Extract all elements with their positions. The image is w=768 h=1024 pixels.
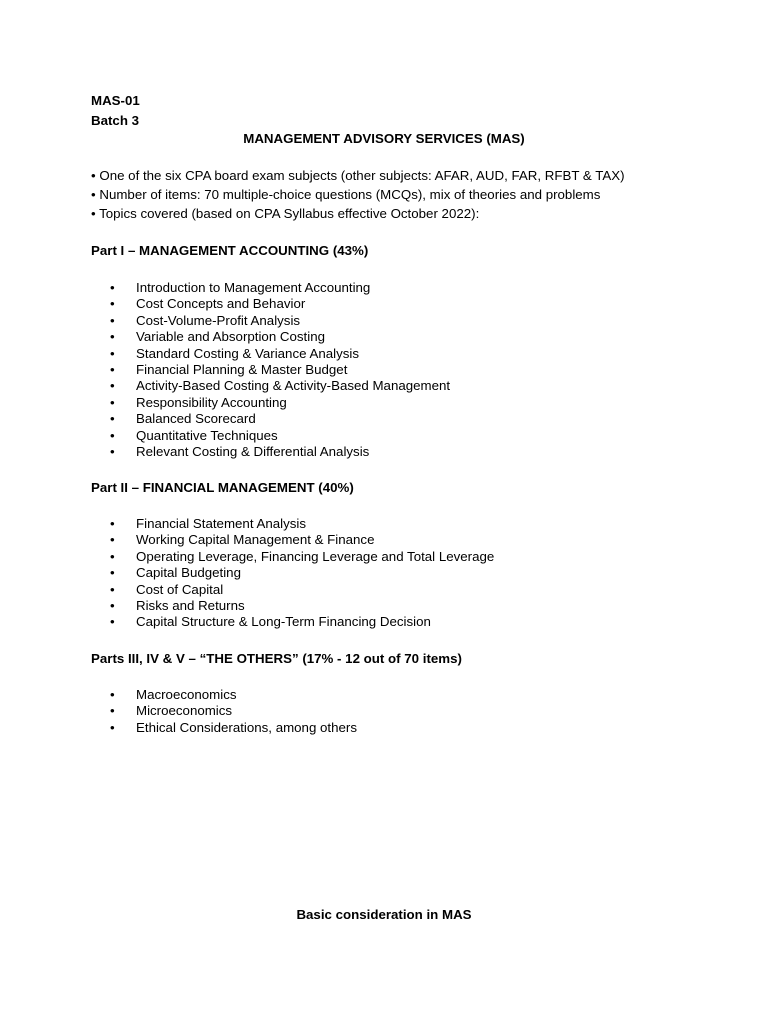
list-item-text: Activity-Based Costing & Activity-Based Management: [136, 378, 451, 394]
list-item-text: Ethical Considerations, among others: [136, 719, 357, 735]
part-3-heading: Parts III, IV & V – “THE OTHERS” (17% - 12 out of 70 items): [91, 651, 462, 666]
bullet-icon: •: [110, 280, 115, 295]
intro-line-items: • Number of items: 70 multiple-choice questions (MCQs), mix of theories and problems: [91, 187, 601, 202]
list-item-text: Microeconomics: [136, 703, 233, 719]
bullet-icon: •: [110, 345, 115, 361]
list-item-text: Variable and Absorption Costing: [136, 329, 325, 345]
document-code: MAS-01: [91, 93, 140, 108]
bullet-icon: •: [110, 411, 115, 427]
list-item-text: Responsibility Accounting: [136, 394, 287, 410]
bullet-icon: •: [110, 597, 115, 613]
bullet-icon: •: [110, 687, 115, 702]
bullet-icon: •: [110, 565, 115, 581]
bullet-icon: •: [110, 312, 115, 328]
bullet-icon: •: [110, 532, 115, 548]
bullet-icon: •: [110, 548, 115, 564]
list-item-text: Relevant Costing & Differential Analysis: [136, 443, 370, 459]
list-item-text: Balanced Scorecard: [136, 411, 256, 427]
section-heading-basic-consideration: Basic consideration in MAS: [296, 907, 472, 922]
bullet-icon: •: [110, 296, 115, 312]
list-item-text: Risks and Returns: [136, 597, 245, 613]
list-item-text: Standard Costing & Variance Analysis: [136, 345, 359, 361]
batch-label: Batch 3: [91, 113, 140, 128]
bullet-icon: •: [110, 427, 115, 443]
intro-line-subjects: • One of the six CPA board exam subjects (other subjects: AFAR, AUD, FAR, RFBT & TAX): [91, 168, 625, 183]
list-item-text: Cost-Volume-Profit Analysis: [136, 312, 301, 328]
bullet-icon: •: [110, 443, 115, 459]
list-item-text: Quantitative Techniques: [136, 427, 278, 443]
list-item-text: Financial Statement Analysis: [136, 516, 306, 531]
list-item-text: Working Capital Management & Finance: [136, 532, 375, 548]
bullet-icon: •: [110, 516, 115, 531]
bullet-icon: •: [110, 581, 115, 597]
list-item-text: Introduction to Management Accounting: [136, 280, 371, 295]
list-item-text: Operating Leverage, Financing Leverage and Total Leverage: [136, 548, 495, 564]
bullet-icon: •: [110, 378, 115, 394]
bullet-icon: •: [110, 394, 115, 410]
intro-line-topics: • Topics covered (based on CPA Syllabus effective October 2022):: [91, 206, 480, 221]
list-item-text: Cost of Capital: [136, 581, 224, 597]
bullet-icon: •: [110, 329, 115, 345]
bullet-icon: •: [110, 614, 115, 630]
list-item-text: Capital Structure & Long-Term Financing Decision: [136, 614, 431, 630]
bullet-icon: •: [110, 361, 115, 377]
part-1-heading: Part I – MANAGEMENT ACCOUNTING (43%): [91, 243, 369, 258]
bullet-icon: •: [110, 719, 115, 735]
document-title: MANAGEMENT ADVISORY SERVICES (MAS): [243, 131, 525, 146]
list-item-text: Capital Budgeting: [136, 565, 241, 581]
list-item-text: Macroeconomics: [136, 687, 237, 702]
list-item-text: Financial Planning & Master Budget: [136, 361, 348, 377]
list-item-text: Cost Concepts and Behavior: [136, 296, 306, 312]
part-2-heading: Part II – FINANCIAL MANAGEMENT (40%): [91, 480, 354, 495]
bullet-icon: •: [110, 703, 115, 719]
